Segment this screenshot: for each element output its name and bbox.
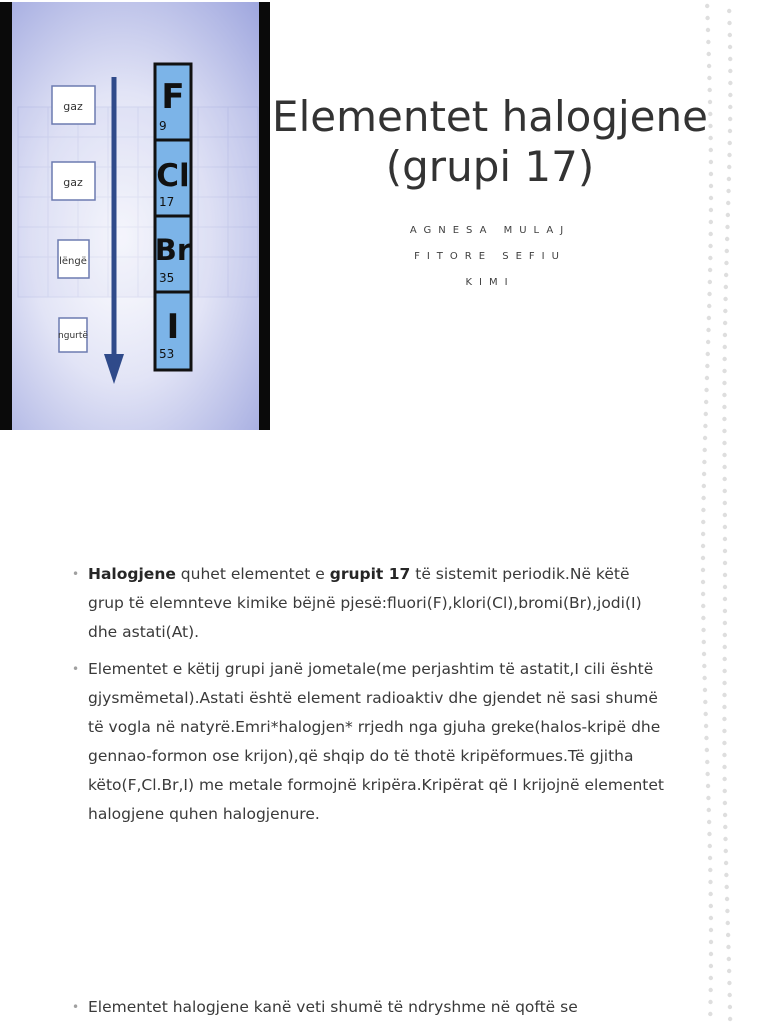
decorative-dot [723, 597, 727, 601]
decorative-dot [725, 249, 729, 253]
decorative-dot [728, 117, 732, 121]
decorative-dot [728, 1017, 732, 1021]
decorative-dot [701, 556, 705, 560]
decorative-dot [709, 916, 713, 920]
decorative-dot [723, 633, 727, 637]
decorative-dot [706, 340, 710, 344]
decorative-dot [722, 753, 726, 757]
decorative-dot [723, 513, 727, 517]
decorative-dot [722, 465, 726, 469]
decorative-dot [723, 789, 727, 793]
decorative-dot [724, 861, 728, 865]
element-column [155, 64, 192, 370]
bullet-text: të sistemit periodik.Në këtë grup të elemnteve kimike bëjnë pjesë:fluori(F),klori(Cl),bromi(Br),jodi(I) dhe astati(At). [88, 565, 642, 641]
decorative-dot [706, 328, 710, 332]
decorative-dot [704, 388, 708, 392]
state-label-gaz-1: gaz [63, 100, 83, 113]
bullet-item-definition [70, 560, 670, 647]
decorative-dot [727, 153, 731, 157]
decorative-dot [708, 256, 712, 260]
decorative-dot [709, 940, 713, 944]
decorative-dot [727, 9, 731, 13]
decorative-dot [701, 604, 705, 608]
decorative-dot [709, 928, 713, 932]
decorative-dot [722, 669, 726, 673]
decorative-dot [723, 345, 727, 349]
decorative-dot [724, 273, 728, 277]
decorative-dot [726, 945, 730, 949]
decorative-dot [727, 165, 731, 169]
decorative-dot [701, 508, 705, 512]
decorative-dot [723, 321, 727, 325]
bullet-item-differences: • Elementet halogjene kanë veti shumë të ndryshme në qoftë se [70, 993, 688, 1022]
element-number-br: 35 [159, 271, 175, 285]
element-symbol-f: F [161, 77, 185, 117]
decorative-dot [727, 969, 731, 973]
decorative-dot [725, 885, 729, 889]
bullet-text: quhet elementet e [175, 565, 330, 583]
decorative-dot [703, 712, 707, 716]
decorative-dot [722, 357, 726, 361]
decorative-dot [726, 201, 730, 205]
decorative-dot [724, 849, 728, 853]
decorative-dot [709, 208, 713, 212]
decorative-dot [704, 724, 708, 728]
decorative-dot [701, 628, 705, 632]
decorative-dot [723, 645, 727, 649]
decorative-dot [701, 520, 705, 524]
faded-periodic-table [18, 107, 258, 297]
decorative-dot [722, 717, 726, 721]
decorative-dot [723, 561, 727, 565]
decorative-dot [723, 525, 727, 529]
subject-label: KIMI [465, 277, 515, 288]
decorative-dot [722, 441, 726, 445]
decorative-dot [709, 964, 713, 968]
decorative-dot [702, 472, 706, 476]
decorative-dot [723, 609, 727, 613]
decorative-dot [706, 796, 710, 800]
decorative-dot [727, 21, 731, 25]
decorative-dot [705, 772, 709, 776]
state-label-gaz-2: gaz [63, 176, 83, 189]
decorative-dot [728, 45, 732, 49]
state-label-ngurte: ngurtë [58, 331, 88, 341]
decorative-dot [705, 364, 709, 368]
decorative-dot [708, 892, 712, 896]
decorative-dot [701, 616, 705, 620]
decorative-dot [708, 856, 712, 860]
decorative-dot [702, 664, 706, 668]
author-2: FITORE SEFIU [414, 251, 566, 262]
decorative-dot [728, 33, 732, 37]
decorative-dot [702, 460, 706, 464]
decorative-dot [723, 801, 727, 805]
state-label-lenge: lëngë [59, 256, 87, 267]
left-frame-bar [0, 2, 12, 430]
decorative-dot [708, 868, 712, 872]
decorative-dot [728, 105, 732, 109]
decorative-dot [709, 904, 713, 908]
bullet-bold-halogjene: Halogjene [88, 565, 176, 583]
decorative-dot [702, 484, 706, 488]
author-1: AGNESA MULAJ [409, 225, 571, 236]
decorative-dot [705, 16, 709, 20]
decorative-dot [708, 1000, 712, 1004]
bullet-item-properties: • Elementet e këtij grupi janë jometale(me perjashtim të astatit,I cili është gjysmëmetal).Astati është element radioaktiv dhe gjendet në sasi shumë të vogla në natyrë.Emri*halogjen* rrjedh nga gjuha greke(halos-kripë dhe gennao-formon ose krijon),që shqip do të thotë kripëformues.Të gjitha këto(F,Cl.Br,I) me metale formojnë kripëra.Kripërat që I krijojnë elementet halogjene quhen halogjenure. [70, 655, 670, 829]
decorative-dot [728, 81, 732, 85]
decorative-dot [708, 280, 712, 284]
decorative-dot [728, 129, 732, 133]
decorative-dot [728, 69, 732, 73]
decorative-dot [707, 316, 711, 320]
decorative-dot [702, 652, 706, 656]
decorative-dot [726, 213, 730, 217]
decorative-dot [724, 285, 728, 289]
decorative-dot [709, 196, 713, 200]
author-list [350, 224, 630, 302]
element-number-f: 9 [159, 119, 167, 133]
decorative-dot [707, 820, 711, 824]
decorative-dot [722, 429, 726, 433]
decorative-dot [703, 424, 707, 428]
decorative-dot [723, 489, 727, 493]
decorative-dot [707, 76, 711, 80]
decorative-dot [707, 304, 711, 308]
decorative-dot [703, 448, 707, 452]
decorative-dot [708, 268, 712, 272]
element-number-cl: 17 [159, 195, 175, 209]
element-symbol-cl: Cl [156, 158, 190, 194]
decorative-dot [708, 844, 712, 848]
decorative-dot [725, 225, 729, 229]
decorative-dot [708, 1012, 712, 1016]
decorative-dot [722, 765, 726, 769]
decorative-dot [723, 297, 727, 301]
decorative-dot [706, 40, 710, 44]
decorative-dot [726, 933, 730, 937]
decorative-dot [722, 777, 726, 781]
slide-title: Elementet halogjene (grupi 17) [272, 92, 708, 191]
decorative-dot [722, 453, 726, 457]
decorative-dot [723, 813, 727, 817]
decorative-dot [722, 477, 726, 481]
decorative-dot [701, 496, 705, 500]
decorative-dot [709, 232, 713, 236]
decorative-dot [705, 760, 709, 764]
decorative-dot [705, 4, 709, 8]
decorative-dot [728, 93, 732, 97]
decorative-dot [705, 376, 709, 380]
decorative-dot [728, 57, 732, 61]
decorative-dot [726, 921, 730, 925]
decorative-dot [723, 333, 727, 337]
decorative-dot [707, 64, 711, 68]
decorative-dot [726, 189, 730, 193]
decorative-dot [728, 1005, 732, 1009]
decorative-dot [705, 748, 709, 752]
decorative-dot [708, 880, 712, 884]
decorative-dot [722, 369, 726, 373]
decorative-dot [707, 832, 711, 836]
halogen-group-figure [0, 2, 270, 430]
element-number-i: 53 [159, 347, 175, 361]
decorative-dot [723, 657, 727, 661]
decorative-dot [706, 352, 710, 356]
decorative-dot [707, 52, 711, 56]
decorative-dot [722, 705, 726, 709]
decorative-dot [709, 220, 713, 224]
decorative-dot [724, 873, 728, 877]
decorative-dot [708, 244, 712, 248]
decorative-dot [704, 412, 708, 416]
decorative-dot [723, 573, 727, 577]
decorative-dot [709, 952, 713, 956]
decorative-dot [703, 688, 707, 692]
decorative-dot [722, 681, 726, 685]
decorative-dot [708, 988, 712, 992]
decorative-dot [728, 141, 732, 145]
decorative-dot [707, 808, 711, 812]
decorative-dot [722, 729, 726, 733]
decorative-dot [702, 640, 706, 644]
decorative-dot [703, 700, 707, 704]
decorative-dot [723, 549, 727, 553]
decorative-dot [722, 393, 726, 397]
decorative-dot [701, 580, 705, 584]
decorative-dot [725, 909, 729, 913]
decorative-dot [702, 676, 706, 680]
decorative-dot [701, 568, 705, 572]
decorative-dot [701, 532, 705, 536]
decorative-dot [707, 292, 711, 296]
decorative-dot [725, 897, 729, 901]
decorative-dot [722, 417, 726, 421]
decorative-dot [722, 381, 726, 385]
decorative-dot [723, 309, 727, 313]
decorative-dot [723, 825, 727, 829]
decorative-dot [727, 957, 731, 961]
element-symbol-br: Br [154, 233, 192, 267]
decorative-dot [723, 585, 727, 589]
decorative-dot [723, 501, 727, 505]
decorative-dot [727, 177, 731, 181]
decorative-dot [724, 261, 728, 265]
decorative-dot [701, 592, 705, 596]
element-symbol-i: I [166, 307, 180, 347]
decorative-dot [727, 981, 731, 985]
decorative-dot [706, 28, 710, 32]
decorative-dot [722, 741, 726, 745]
bullet-list [70, 560, 670, 829]
decorative-dot [701, 544, 705, 548]
decorative-dot [728, 993, 732, 997]
decorative-dot [722, 693, 726, 697]
right-frame-bar [259, 2, 270, 430]
decorative-dot [723, 537, 727, 541]
decorative-dot [703, 436, 707, 440]
decorative-dot [704, 400, 708, 404]
decorative-dot [723, 621, 727, 625]
decorative-dot [722, 405, 726, 409]
decorative-dot [723, 837, 727, 841]
decorative-dot [706, 784, 710, 788]
decorative-dot [709, 976, 713, 980]
decorative-dot [725, 237, 729, 241]
bullet-bold-grupit: grupit 17 [329, 565, 411, 583]
decorative-dot [704, 736, 708, 740]
